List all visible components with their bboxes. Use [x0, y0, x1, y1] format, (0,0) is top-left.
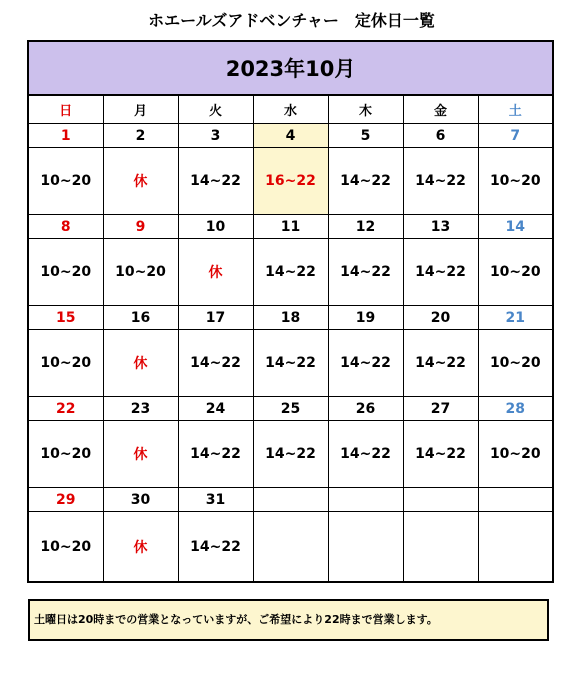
- hours-cell: 休: [103, 421, 178, 488]
- hours-cell: 14~22: [178, 421, 253, 488]
- hours-cell: 10~20: [28, 512, 103, 583]
- date-cell: 24: [178, 397, 253, 421]
- hours-cell: [478, 512, 553, 583]
- date-cell: 17: [178, 306, 253, 330]
- date-cell: 11: [253, 215, 328, 239]
- hours-cell: 休: [103, 148, 178, 215]
- weekday-wed: 水: [253, 95, 328, 124]
- hours-cell: 14~22: [328, 421, 403, 488]
- hours-cell: 10~20: [478, 421, 553, 488]
- date-cell: 4: [253, 124, 328, 148]
- date-cell: 3: [178, 124, 253, 148]
- date-cell: 13: [403, 215, 478, 239]
- hours-cell: 10~20: [478, 239, 553, 306]
- weekday-tue: 火: [178, 95, 253, 124]
- business-hours-note: 土曜日は20時までの営業となっていますが、ご希望により22時まで営業します。: [28, 599, 549, 641]
- hours-cell: 14~22: [403, 330, 478, 397]
- date-cell: 30: [103, 488, 178, 512]
- hours-cell: 14~22: [403, 421, 478, 488]
- date-cell: 19: [328, 306, 403, 330]
- hours-cell: 10~20: [28, 330, 103, 397]
- hours-cell: 14~22: [178, 148, 253, 215]
- hours-cell: 休: [103, 330, 178, 397]
- hours-cell: 10~20: [28, 239, 103, 306]
- date-cell: 29: [28, 488, 103, 512]
- hours-cell: 14~22: [403, 239, 478, 306]
- hours-cell: [253, 512, 328, 583]
- weekday-sun: 日: [28, 95, 103, 124]
- date-cell: 8: [28, 215, 103, 239]
- date-cell: [328, 488, 403, 512]
- hours-cell: [403, 512, 478, 583]
- weekday-sat: 土: [478, 95, 553, 124]
- date-cell: 18: [253, 306, 328, 330]
- hours-row: [28, 512, 553, 583]
- date-cell: 21: [478, 306, 553, 330]
- hours-cell: 14~22: [253, 421, 328, 488]
- date-cell: [253, 488, 328, 512]
- date-cell: 6: [403, 124, 478, 148]
- date-row: [28, 124, 553, 148]
- date-cell: 20: [403, 306, 478, 330]
- hours-cell: 14~22: [328, 330, 403, 397]
- date-cell: 7: [478, 124, 553, 148]
- date-cell: 27: [403, 397, 478, 421]
- date-cell: 5: [328, 124, 403, 148]
- date-cell: [403, 488, 478, 512]
- date-row: [28, 215, 553, 239]
- date-cell: 26: [328, 397, 403, 421]
- hours-cell: 10~20: [28, 421, 103, 488]
- date-cell: 1: [28, 124, 103, 148]
- weekday-mon: 月: [103, 95, 178, 124]
- hours-cell: 14~22: [253, 330, 328, 397]
- hours-cell: 休: [103, 512, 178, 583]
- date-cell: 9: [103, 215, 178, 239]
- hours-cell: 14~22: [178, 512, 253, 583]
- hours-cell: 10~20: [28, 148, 103, 215]
- date-row: [28, 488, 553, 512]
- date-cell: 12: [328, 215, 403, 239]
- date-cell: 22: [28, 397, 103, 421]
- hours-cell: 14~22: [403, 148, 478, 215]
- date-cell: 15: [28, 306, 103, 330]
- weekday-fri: 金: [403, 95, 478, 124]
- hours-row: [28, 421, 553, 488]
- hours-cell: 14~22: [328, 239, 403, 306]
- hours-cell: 休: [178, 239, 253, 306]
- date-row: [28, 306, 553, 330]
- month-heading: 2023年10月: [28, 41, 553, 95]
- hours-cell: 16~22: [253, 148, 328, 215]
- hours-cell: 10~20: [103, 239, 178, 306]
- hours-row: [28, 330, 553, 397]
- hours-row: [28, 239, 553, 306]
- date-cell: 23: [103, 397, 178, 421]
- hours-cell: 10~20: [478, 148, 553, 215]
- page-title: ホエールズアドベンチャー 定休日一覧: [148, 11, 435, 30]
- weekday-thu: 木: [328, 95, 403, 124]
- date-cell: [478, 488, 553, 512]
- calendar-table: [27, 40, 554, 583]
- date-cell: 16: [103, 306, 178, 330]
- date-cell: 28: [478, 397, 553, 421]
- hours-cell: 14~22: [178, 330, 253, 397]
- weekday-header-row: [28, 95, 553, 124]
- date-cell: 25: [253, 397, 328, 421]
- date-cell: 2: [103, 124, 178, 148]
- date-row: [28, 397, 553, 421]
- hours-cell: 14~22: [328, 148, 403, 215]
- hours-cell: 14~22: [253, 239, 328, 306]
- date-cell: 14: [478, 215, 553, 239]
- date-cell: 10: [178, 215, 253, 239]
- date-cell: 31: [178, 488, 253, 512]
- hours-cell: [328, 512, 403, 583]
- hours-row: [28, 148, 553, 215]
- hours-cell: 10~20: [478, 330, 553, 397]
